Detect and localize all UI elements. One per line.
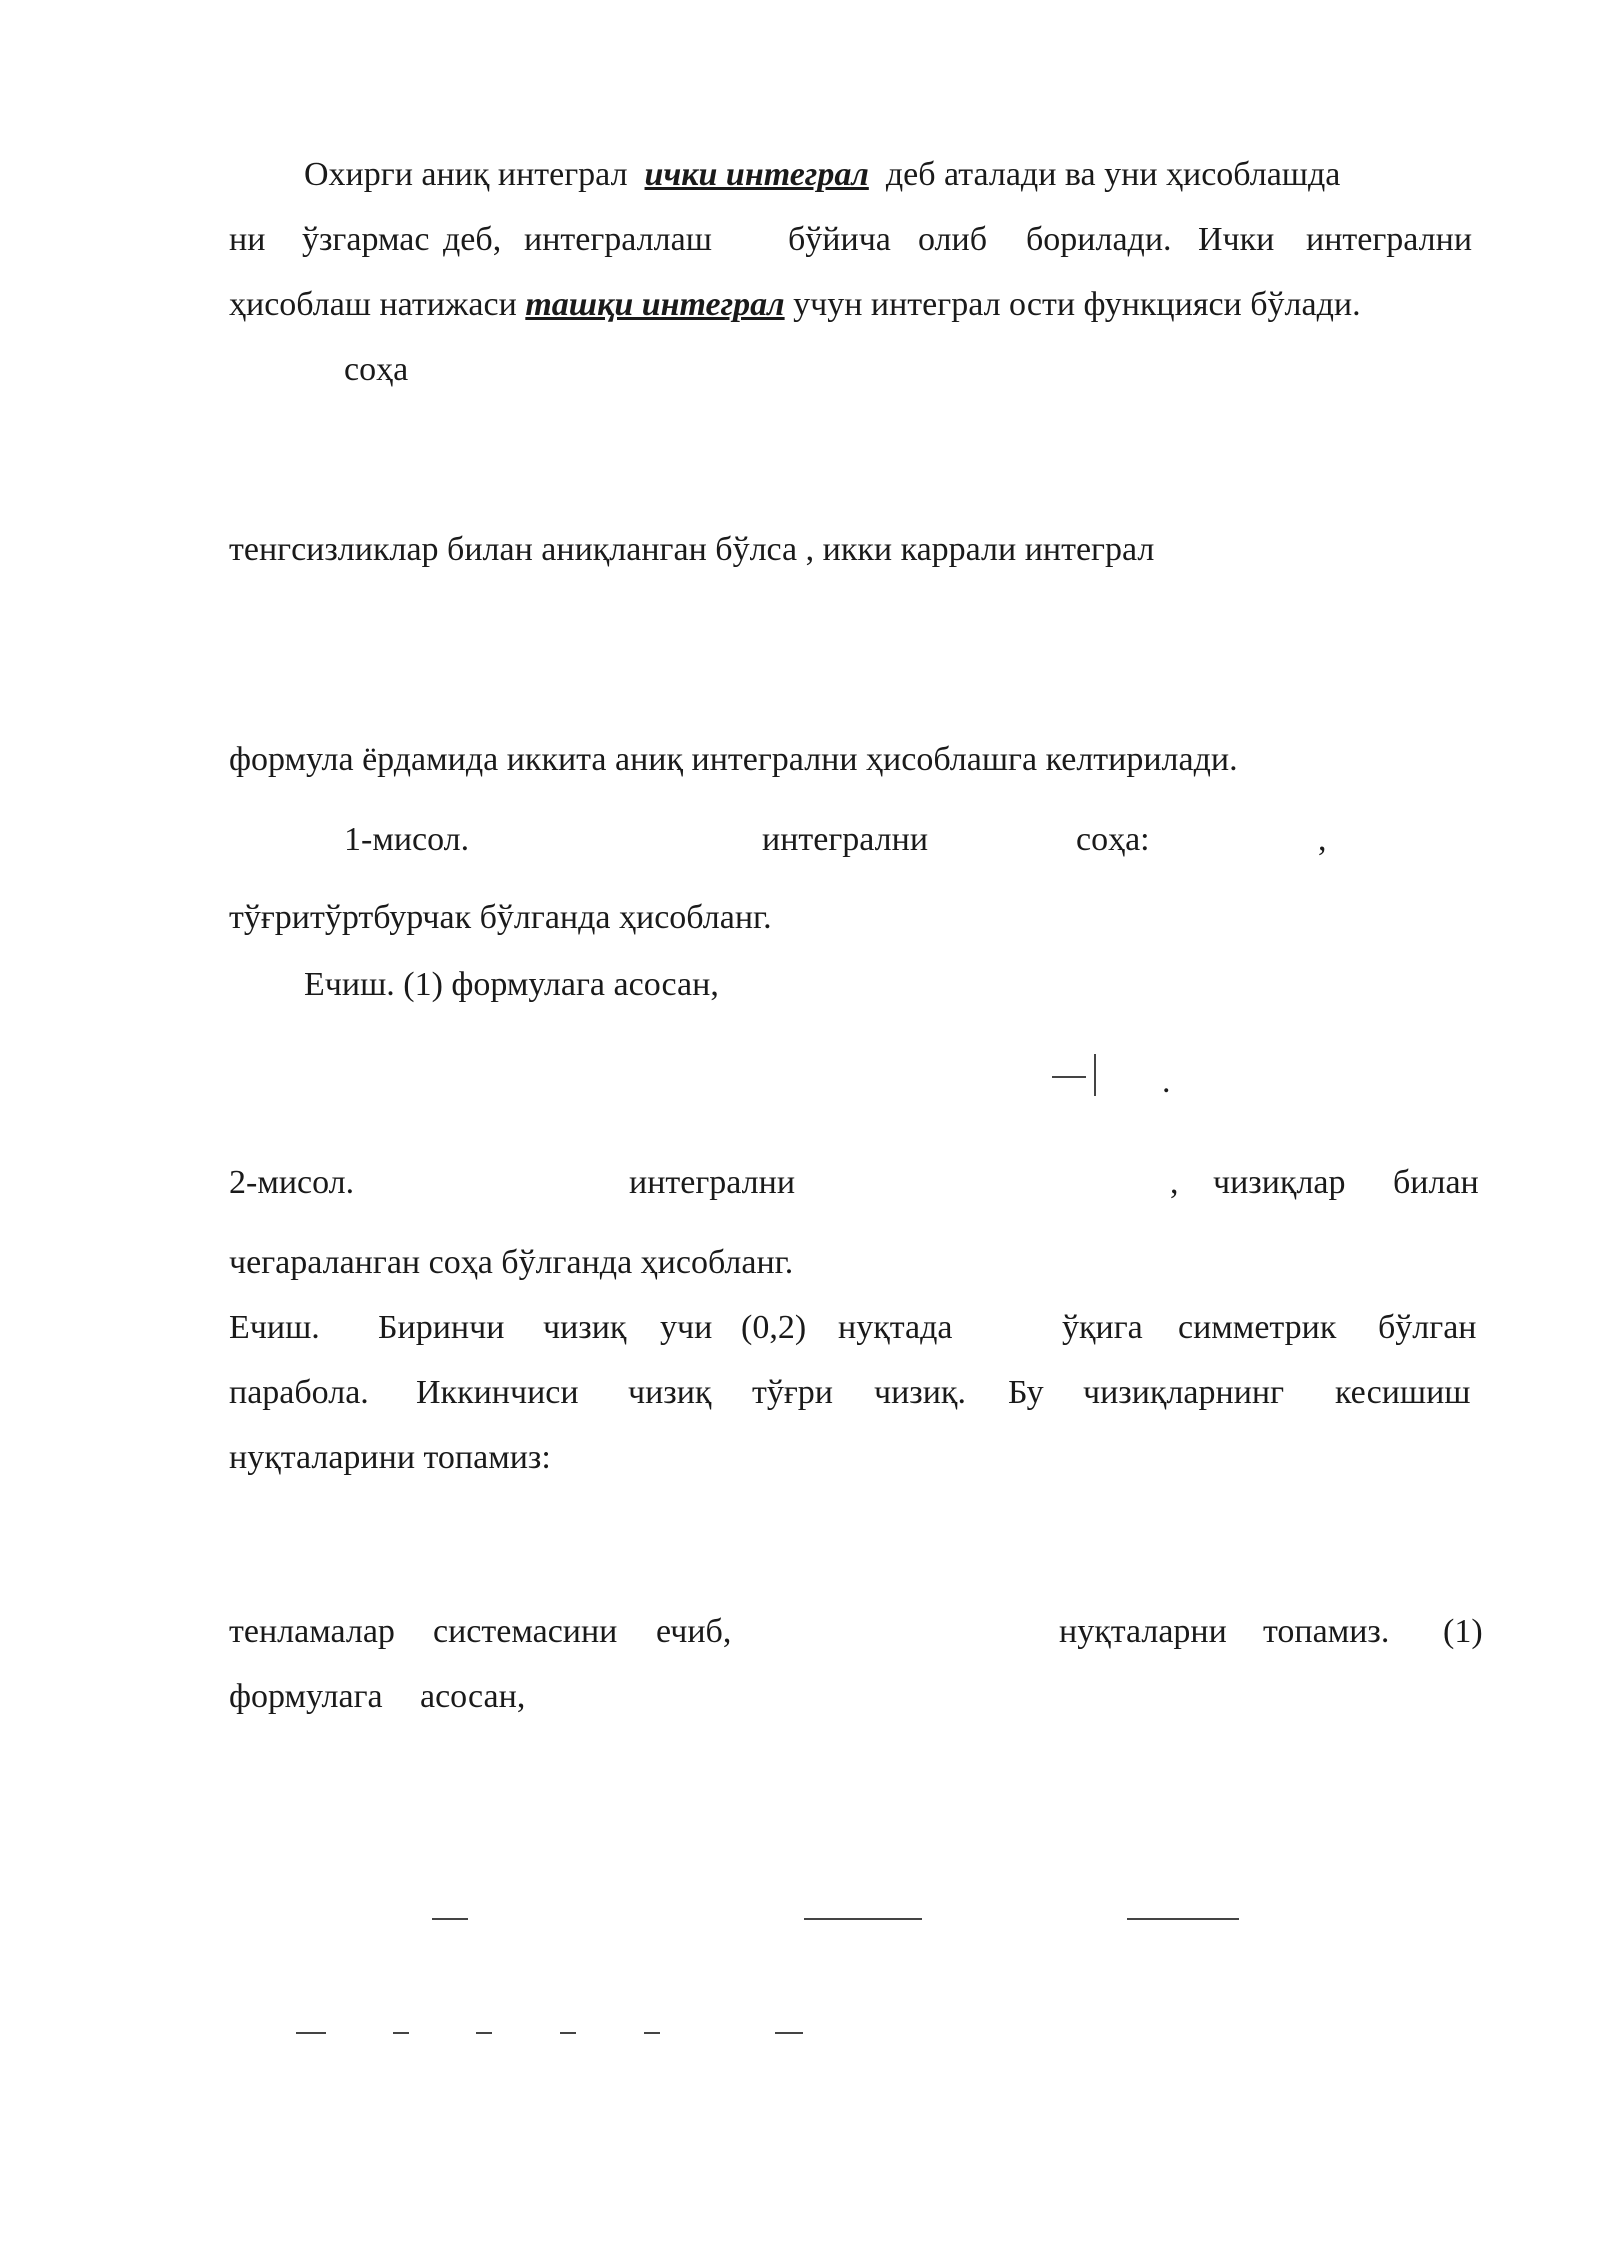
term-inner-integral: ички интеграл	[644, 156, 869, 193]
example-1-label: 1-мисол.	[344, 821, 470, 858]
word: Биринчи	[378, 1309, 505, 1346]
word: нуқтада	[838, 1309, 953, 1346]
example-2-line2: чегараланган соҳа бўлганда ҳисобланг.	[229, 1244, 794, 1281]
word: Ечиш.	[229, 1309, 320, 1346]
word: тенламалар	[229, 1613, 395, 1650]
word: Иккинчиси	[416, 1374, 579, 1411]
word: интегрални	[629, 1164, 796, 1201]
word: (0,2)	[741, 1309, 807, 1346]
word: (1)	[1443, 1613, 1483, 1650]
p1-line3-post: учун интеграл ости функцияси бўлади.	[793, 286, 1361, 323]
word: системасини	[433, 1613, 618, 1650]
word: тўғри	[752, 1374, 833, 1411]
p1-line3	[229, 285, 1361, 325]
word: борилади.	[1026, 221, 1172, 258]
example-1-line2: тўғритўртбурчак бўлганда ҳисобланг.	[229, 899, 772, 936]
word: чизиқ	[543, 1309, 627, 1346]
comma: ,	[1318, 821, 1327, 858]
p1-line1	[304, 155, 1340, 195]
word: асосан,	[420, 1678, 526, 1715]
word: интегрални	[1306, 221, 1473, 258]
word: бўйича	[788, 221, 891, 258]
word: чизиқ.	[874, 1374, 966, 1411]
term-outer-integral: ташқи интеграл	[525, 286, 785, 323]
example-2-sol3: нуқталарини топамиз:	[229, 1439, 551, 1476]
word: парабола.	[229, 1374, 369, 1411]
word: ўқига	[1062, 1309, 1143, 1346]
p3-text: формула ёрдамида иккита аниқ интегрални ҳисоблашга келтирилади.	[229, 741, 1238, 778]
word: олиб	[918, 221, 988, 258]
fraction-bar	[644, 2032, 660, 2034]
word: чизиқларнинг	[1083, 1374, 1285, 1411]
word: соҳа:	[1076, 821, 1150, 858]
word: симметрик	[1178, 1309, 1337, 1346]
word: нуқталарни	[1059, 1613, 1227, 1650]
soha-word: соҳа	[344, 351, 409, 388]
comma: ,	[1170, 1164, 1179, 1201]
word: ни	[229, 221, 266, 258]
word: ечиб,	[656, 1613, 732, 1650]
fraction-bar	[560, 2032, 576, 2034]
word: топамиз.	[1263, 1613, 1390, 1650]
word: интеграллаш	[524, 221, 712, 258]
word: деб,	[443, 221, 502, 258]
word: билан	[1393, 1164, 1479, 1201]
fraction-bar	[1127, 1918, 1239, 1920]
fraction-bar	[432, 1918, 468, 1920]
fraction-bar	[476, 2032, 492, 2034]
fraction-bar	[775, 2032, 803, 2034]
fraction-bar	[1052, 1076, 1086, 1078]
word: интегрални	[762, 821, 929, 858]
example-2-label: 2-мисол.	[229, 1164, 355, 1201]
period: .	[1162, 1063, 1171, 1100]
word: чизиқлар	[1213, 1164, 1346, 1201]
word: формулага	[229, 1678, 383, 1715]
word: Бу	[1008, 1374, 1044, 1411]
word: Ички	[1198, 221, 1275, 258]
p1-line1-post: деб аталади ва уни ҳисоблашда	[885, 156, 1341, 193]
word: бўлган	[1378, 1309, 1477, 1346]
evaluation-bar	[1094, 1054, 1096, 1096]
word: ўзгармас	[302, 221, 430, 258]
p1-line3-pre: ҳисоблаш натижаси	[229, 286, 517, 323]
p2-text: тенгсизликлар билан аниқланган бўлса , икки каррали интеграл	[229, 531, 1155, 568]
fraction-bar	[296, 2032, 326, 2034]
p1-line1-pre: Охирги аниқ интеграл	[304, 156, 628, 193]
example-1-solution: Ечиш. (1) формулага асосан,	[304, 966, 719, 1003]
word: чизиқ	[628, 1374, 712, 1411]
word: кесишиш	[1335, 1374, 1471, 1411]
fraction-bar	[393, 2032, 409, 2034]
word: учи	[660, 1309, 713, 1346]
fraction-bar	[804, 1918, 922, 1920]
